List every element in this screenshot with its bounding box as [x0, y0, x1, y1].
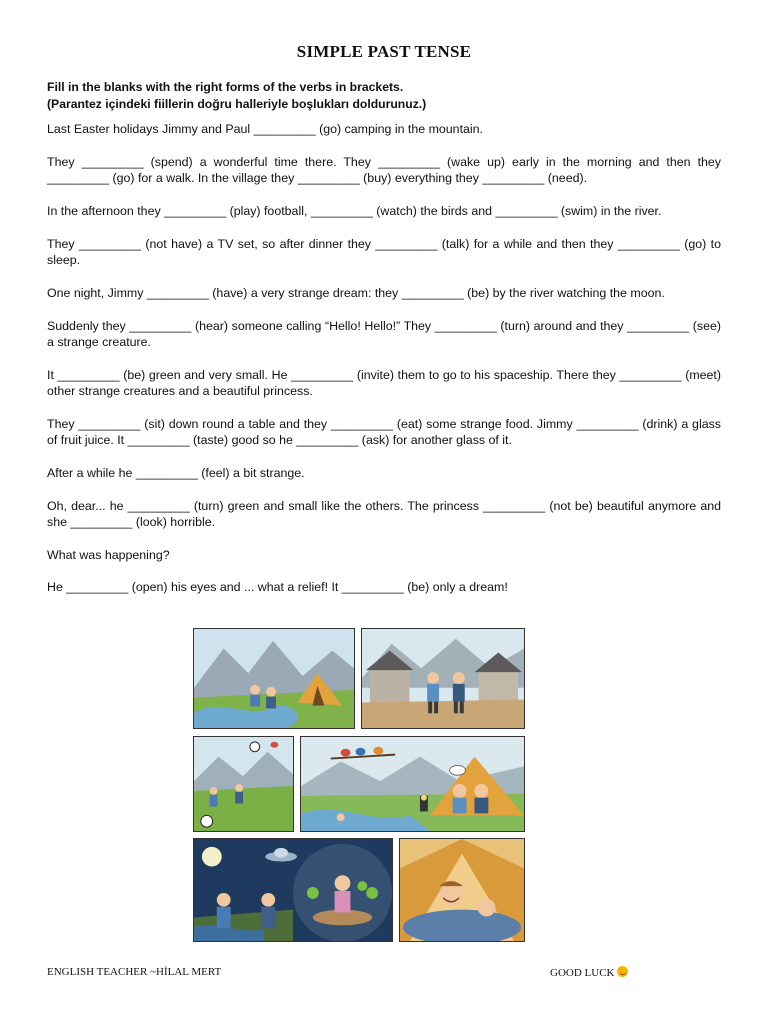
- exercise-paragraph-6: Suddenly they _________ (hear) someone calling “Hello! Hello!” They _________ (turn) around and they _________ (see) a strange creature.: [47, 319, 721, 350]
- comic-panel-birds-river: [300, 736, 525, 832]
- footer-good-luck-text: GOOD LUCK: [550, 967, 615, 979]
- footer-teacher: ENGLISH TEACHER ~HİLAL MERT: [47, 966, 222, 978]
- comic-panel-village: [361, 628, 525, 729]
- comic-panel-football: [193, 736, 294, 832]
- smile-emoji-icon: [617, 966, 628, 977]
- exercise-paragraph-8: They _________ (sit) down round a table and they _________ (eat) some strange food. Jimmy _________ (drink) a glass of fruit juice. It _________ (taste) good so he _________ (ask) for another glass of it.: [47, 417, 721, 448]
- exercise-paragraph-2: They _________ (spend) a wonderful time there. They _________ (wake up) early in the morning and then they _________ (go) for a walk. In the village they _________ (buy) everything they _________ (need).: [47, 155, 721, 186]
- comic-panel-wake-up: [399, 838, 525, 942]
- instructions: [47, 79, 727, 112]
- instructions-turkish: (Parantez içindeki fiillerin doğru halleriyle boşlukları doldurunuz.): [47, 96, 427, 111]
- exercise-paragraph-11: What was happening?: [47, 548, 170, 562]
- exercise-paragraph-9: After a while he _________ (feel) a bit strange.: [47, 466, 305, 480]
- exercise-paragraph-4: They _________ (not have) a TV set, so after dinner they _________ (talk) for a while and then they _________ (go) to sleep.: [47, 237, 721, 268]
- page-title: SIMPLE PAST TENSE: [296, 42, 472, 61]
- footer-good-luck: [550, 966, 628, 979]
- comic-illustration: [193, 628, 525, 942]
- exercise-paragraph-10: Oh, dear... he _________ (turn) green and small like the others. The princess _________ (not be) beautiful anymore and she _________ (look) horrible.: [47, 499, 721, 530]
- exercise-paragraph-5: One night, Jimmy _________ (have) a very strange dream: they _________ (be) by the river watching the moon.: [47, 286, 665, 300]
- exercise-paragraph-12: He _________ (open) his eyes and ... what a relief! It _________ (be) only a dream!: [47, 580, 508, 594]
- instructions-english: Fill in the blanks with the right forms of the verbs in brackets.: [47, 80, 404, 94]
- comic-panel-camping: [193, 628, 355, 729]
- exercise-paragraph-1: Last Easter holidays Jimmy and Paul _________ (go) camping in the mountain.: [47, 122, 483, 136]
- comic-panel-spaceship: [193, 838, 393, 942]
- exercise-paragraph-7: It _________ (be) green and very small. He _________ (invite) them to go to his spaceship. There they _________ (meet) other strange creatures and a beautiful princess.: [47, 368, 721, 399]
- exercise-paragraph-3: In the afternoon they _________ (play) football, _________ (watch) the birds and _________ (swim) in the river.: [47, 204, 662, 218]
